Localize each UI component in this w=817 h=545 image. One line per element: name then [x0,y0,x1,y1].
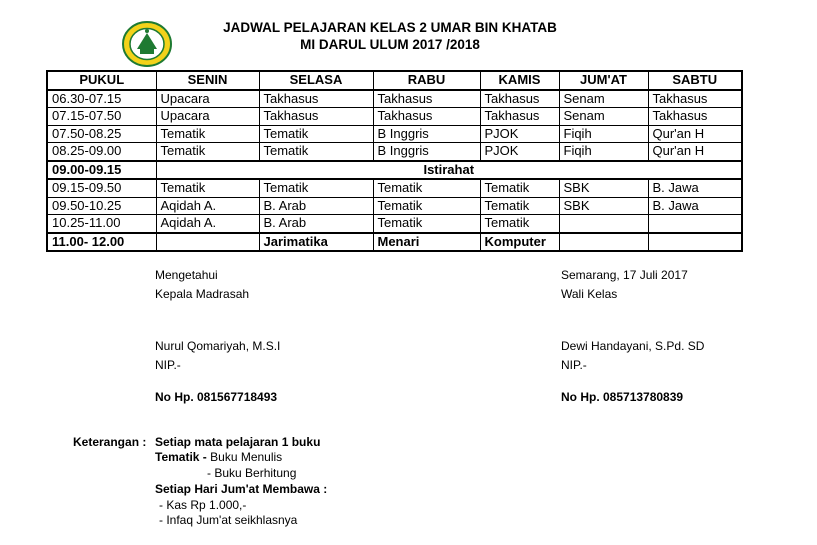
col-header-jumat: JUM'AT [559,71,648,90]
notes-tematik-item1: Buku Menulis [210,450,283,464]
table-cell: Aqidah A. [156,197,259,215]
sig-left-nip: NIP.- [155,358,181,372]
col-header-kamis: KAMIS [480,71,559,90]
table-cell: Tematik [480,197,559,215]
col-header-selasa: SELASA [259,71,373,90]
table-cell: Upacara [156,90,259,108]
table-cell: 08.25-09.00 [47,143,156,161]
break-time: 09.00-09.15 [47,161,156,180]
table-cell: Tematik [156,179,259,197]
table-cell: 07.50-08.25 [47,125,156,143]
table-cell: Tematik [480,215,559,233]
sig-right-phone: No Hp. 085713780839 [561,390,684,404]
col-header-rabu: RABU [373,71,480,90]
notes-line1: Setiap mata pelajaran 1 buku [155,435,321,449]
table-cell: Komputer [480,233,559,252]
sig-left-phone: No Hp. 081567718493 [155,390,278,404]
table-cell: Fiqih [559,143,648,161]
table-cell: Takhasus [259,90,373,108]
madrasah-logo [122,21,172,67]
notes-label: Keterangan : [73,435,147,449]
sig-right-name: Dewi Handayani, S.Pd. SD [561,339,705,353]
table-cell: Takhasus [373,90,480,108]
sig-right-line1: Semarang, 17 Juli 2017 [561,268,688,282]
table-cell: PJOK [480,143,559,161]
table-cell: Takhasus [259,108,373,126]
table-cell: B. Jawa [648,197,742,215]
table-cell [559,233,648,252]
table-cell: Tematik [373,215,480,233]
notes-friday-label: Setiap Hari Jum'at Membawa : [155,482,328,496]
table-row [47,179,742,197]
table-cell: Tematik [156,125,259,143]
col-header-pukul: PUKUL [47,71,156,90]
table-cell [648,233,742,252]
table-cell: Qur'an H [648,143,742,161]
table-cell: Tematik [156,143,259,161]
sig-right-line2: Wali Kelas [561,287,618,301]
table-cell: Menari [373,233,480,252]
table-cell: Aqidah A. [156,215,259,233]
notes-friday-item1: - Kas Rp 1.000,- [159,498,247,512]
table-cell: Qur'an H [648,125,742,143]
table-row [47,215,742,233]
sig-left-line1: Mengetahui [155,268,218,282]
table-cell: Takhasus [648,108,742,126]
school-title: MI DARUL ULUM 2017 /2018 [300,37,480,52]
table-cell [559,215,648,233]
table-cell: Fiqih [559,125,648,143]
table-cell: Tematik [259,125,373,143]
notes-tematik-item2: - Buku Berhitung [207,466,297,480]
table-cell: Takhasus [480,90,559,108]
sig-right-nip: NIP.- [561,358,587,372]
table-cell [156,233,259,252]
schedule-title: JADWAL PELAJARAN KELAS 2 UMAR BIN KHATAB [223,20,557,35]
table-cell: Tematik [373,197,480,215]
table-row [47,90,742,108]
table-cell: Senam [559,108,648,126]
table-cell: Tematik [373,179,480,197]
table-cell: Tematik [259,143,373,161]
notes-friday-item2: - Infaq Jum'at seikhlasnya [159,513,298,527]
table-cell: Upacara [156,108,259,126]
schedule-table [46,70,743,252]
table-cell: 09.50-10.25 [47,197,156,215]
table-cell: SBK [559,179,648,197]
col-header-sabtu: SABTU [648,71,742,90]
table-cell: Tematik [480,179,559,197]
table-row-last [47,233,742,252]
sig-left-line2: Kepala Madrasah [155,287,250,301]
table-cell: B. Arab [259,197,373,215]
table-cell: SBK [559,197,648,215]
table-cell: B. Arab [259,215,373,233]
notes-tematik [155,450,282,464]
table-cell: 10.25-11.00 [47,215,156,233]
table-cell: Takhasus [373,108,480,126]
table-header-row [47,71,742,90]
col-header-senin: SENIN [156,71,259,90]
table-cell: Takhasus [648,90,742,108]
table-cell: B Inggris [373,143,480,161]
table-cell: Senam [559,90,648,108]
table-cell: B. Jawa [648,179,742,197]
notes-tematik-label: Tematik - [155,450,207,464]
table-cell: 07.15-07.50 [47,108,156,126]
table-cell: 11.00- 12.00 [47,233,156,252]
table-cell: Jarimatika [259,233,373,252]
table-cell: Tematik [259,179,373,197]
table-cell: 06.30-07.15 [47,90,156,108]
table-row [47,108,742,126]
table-cell: 09.15-09.50 [47,179,156,197]
table-row [47,125,742,143]
table-row [47,143,742,161]
table-cell: B Inggris [373,125,480,143]
break-row [47,161,742,180]
table-cell: PJOK [480,125,559,143]
table-cell [648,215,742,233]
sig-left-name: Nurul Qomariyah, M.S.I [155,339,281,353]
table-cell: Takhasus [480,108,559,126]
break-label: Istirahat [156,161,742,180]
table-row [47,197,742,215]
